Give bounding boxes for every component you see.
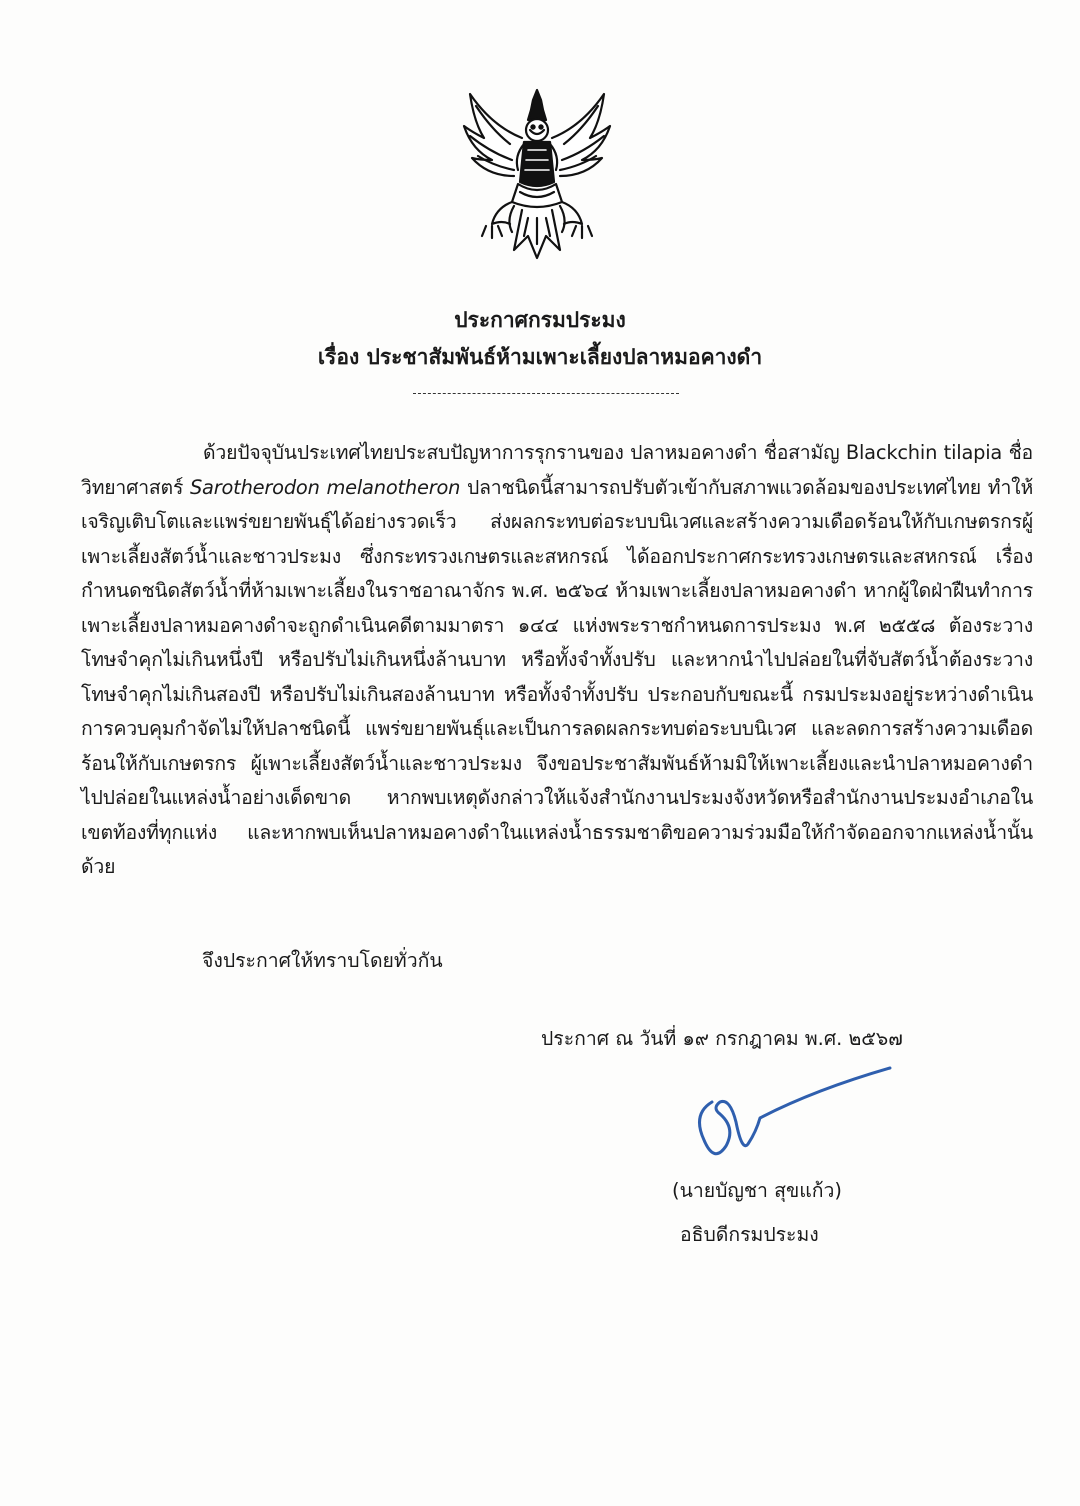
signer-name: (นายบัญชา สุขแก้ว) — [672, 1179, 842, 1202]
announcement-title: ประกาศกรมประมง — [454, 308, 626, 332]
body-text-part1: ด้วยปัจจุบันประเทศไทยประสบปัญหาการรุกรานของ ปลาหมอคางดำ ชื่อสามัญ Blackchin tilapia ชื่อวิทยาศาสตร์ — [81, 441, 1033, 499]
signer-title: อธิบดีกรมประมง — [680, 1223, 819, 1246]
closing-statement: จึงประกาศให้ทราบโดยทั่วกัน — [202, 949, 443, 972]
handwritten-signature — [690, 1062, 900, 1172]
garuda-emblem-icon — [462, 86, 612, 262]
scientific-name: Sarotherodon melanotheron — [189, 475, 461, 499]
announcement-body — [81, 436, 1033, 885]
dashed-divider — [413, 393, 679, 394]
announcement-subject: เรื่อง ประชาสัมพันธ์ห้ามเพาะเลี้ยงปลาหมอคางดำ — [317, 345, 763, 369]
body-text-part2: ปลาชนิดนี้สามารถปรับตัวเข้ากับสภาพแวดล้อมของประเทศไทย ทำให้เจริญเติบโตและแพร่ขยายพันธุ์ได้อย่างรวดเร็ว ส่งผลกระทบต่อระบบนิเวศและสร้างความเดือดร้อนให้กับเกษตรกรผู้เพาะเลี้ยงสัตว์น้ำและชาวประมง ซึ่งกระทรวงเกษตรและสหกรณ์ ได้ออกประกาศกระทรวงเกษตรและสหกรณ์ เรื่อง กำหนดชนิดสัตว์น้ำที่ห้ามเพาะเลี้ยงในราชอาณาจักร พ.ศ. ๒๕๖๔ ห้ามเพาะเลี้ยงปลาหมอคางดำ หากผู้ใดฝ่าฝืนทำการเพาะเลี้ยงปลาหมอคางดำจะถูกดำเนินคดีตามมาตรา ๑๔๔ แห่งพระราชกำหนดการประมง พ.ศ ๒๕๕๘ ต้องระวางโทษจำคุกไม่เกินหนึ่งปี หรือปรับไม่เกินหนึ่งล้านบาท หรือทั้งจำทั้งปรับ และหากนำไปปล่อยในที่จับสัตว์น้ำต้องระวางโทษจำคุกไม่เกินสองปี หรือปรับไม่เกินสองล้านบาท หรือทั้งจำทั้งปรับ ประกอบกับขณะนี้ กรมประมงอยู่ระหว่างดำเนินการควบคุมกำจัดไม่ให้ปลาชนิดนี้ แพร่ขยายพันธุ์และเป็นการลดผลกระทบต่อระบบนิเวศ และลดการสร้างความเดือดร้อนให้กับเกษตรกร ผู้เพาะเลี้ยงสัตว์น้ำและชาวประมง จึงขอประชาสัมพันธ์ห้ามมิให้เพาะเลี้ยงและนำปลาหมอคางดำไปปล่อยในแหล่งน้ำอย่างเด็ดขาด หากพบเหตุดังกล่าวให้แจ้งสำนักงานประมงจังหวัดหรือสำนักงานประมงอำเภอในเขตท้องที่ทุกแห่ง และหากพบเห็นปลาหมอคางดำในแหล่งน้ำธรรมชาติขอความร่วมมือให้กำจัดออกจากแหล่งน้ำนั้นด้วย — [81, 475, 1034, 878]
announcement-date: ประกาศ ณ วันที่ ๑๙ กรกฎาคม พ.ศ. ๒๕๖๗ — [541, 1027, 903, 1050]
